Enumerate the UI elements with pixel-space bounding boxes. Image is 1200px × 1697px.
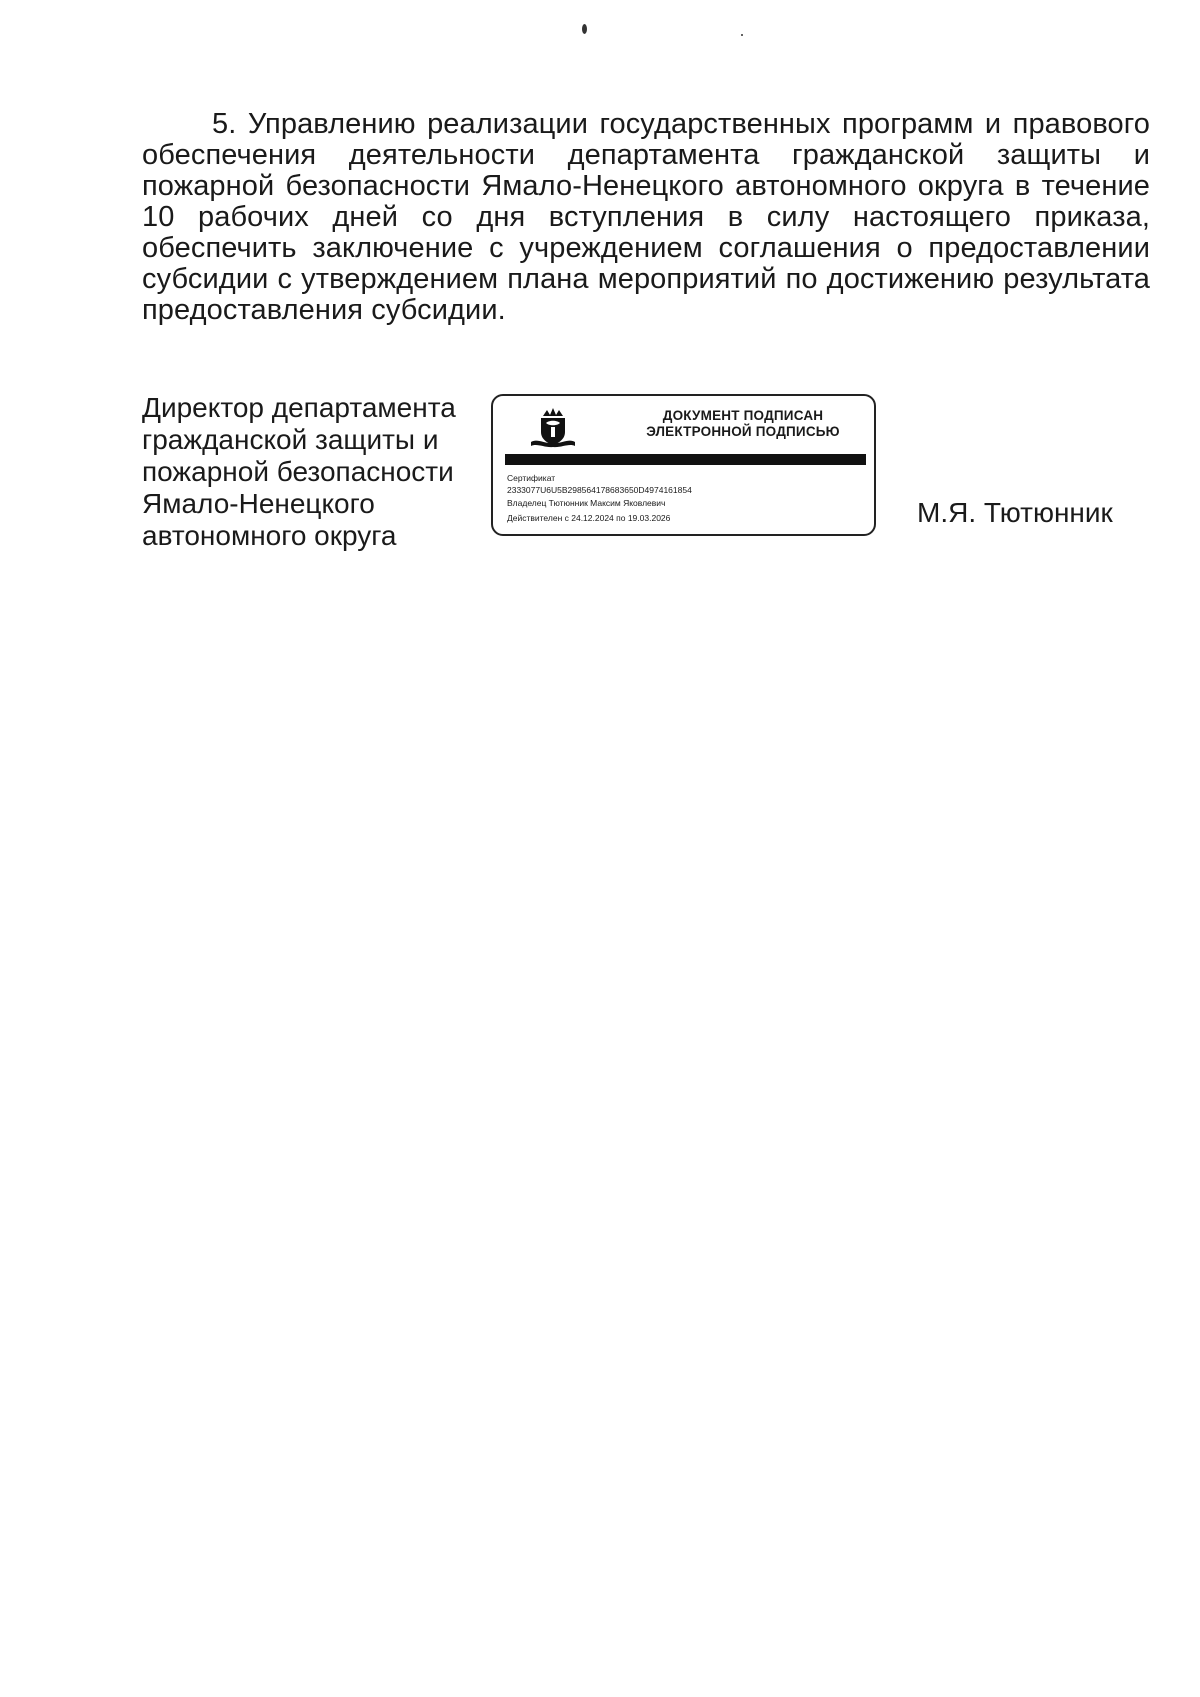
stamp-heading <box>623 408 863 440</box>
stamp-certificate-number: 2333077U6U5B298564178683650D4974161854 <box>507 485 692 495</box>
signer-position-line: пожарной безопасности <box>142 456 454 487</box>
scan-artifact-top <box>582 24 587 34</box>
e-signature-stamp <box>491 394 876 536</box>
stamp-heading-line: ДОКУМЕНТ ПОДПИСАН <box>662 408 824 423</box>
stamp-validity: Действителен с 24.12.2024 по 19.03.2026 <box>507 513 671 523</box>
stamp-certificate-label: Сертификат <box>507 473 556 483</box>
signer-position-line: гражданской защиты и <box>142 424 439 455</box>
scan-artifact-top-small <box>741 34 743 36</box>
stamp-heading-line: ЭЛЕКТРОННОЙ ПОДПИСЬЮ <box>646 424 840 439</box>
stamp-owner: Владелец Тютюнник Максим Яковлевич <box>507 498 666 508</box>
signer-position-line: Директор департамента <box>142 392 456 423</box>
signer-position-line: Ямало-Ненецкого <box>142 488 375 519</box>
stamp-divider-bar <box>505 454 866 465</box>
coat-of-arms-icon <box>529 406 577 450</box>
signer-name: М.Я. Тютюнник <box>917 497 1113 528</box>
signer-position <box>142 392 472 552</box>
order-paragraph-5: 5. Управлению реализации государственных программ и правового обеспечения деятельности департамента гражданской защиты и пожарной безопасности Ямало-Ненецкого автономного округа в течение 10 рабочих дней со дня вступления в силу настоящего приказа, обеспечить заключение с учреждением соглашения о предоставлении субсидии с утверждением плана мероприятий по достижению результата предоставления субсидии. <box>142 108 1150 326</box>
signer-position-line: автономного округа <box>142 520 397 551</box>
